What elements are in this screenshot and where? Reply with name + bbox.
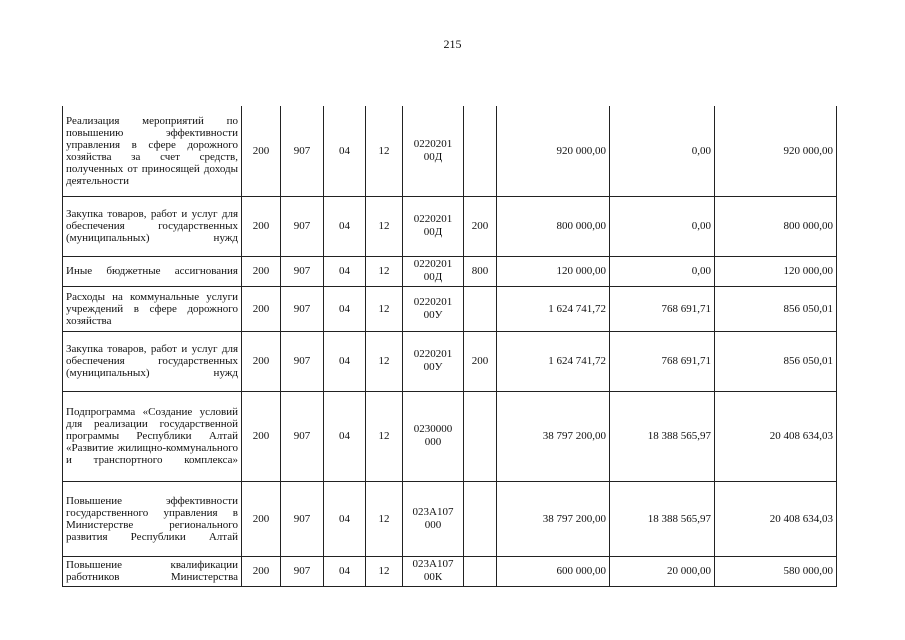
row-name-cell: Иные бюджетные ассигнования: [63, 256, 242, 286]
row-code-ministry-cell: 907: [281, 481, 324, 556]
row-name-cell: Повышение квалификации работников Министерства: [63, 556, 242, 586]
row-subsection-cell: 12: [366, 256, 403, 286]
row-target-code-cell: [403, 331, 464, 391]
row-amount-plan-cell: 120 000,00: [497, 256, 610, 286]
table-row: [63, 256, 837, 286]
table-row: [63, 106, 837, 196]
table-row: [63, 556, 837, 586]
row-code-ministry-cell: 907: [281, 331, 324, 391]
row-amount-executed-cell: 0,00: [610, 196, 715, 256]
row-amount-plan-cell: 1 624 741,72: [497, 331, 610, 391]
row-code-admin-cell: 200: [242, 481, 281, 556]
row-target-code-cell: [403, 391, 464, 481]
budget-table: [62, 106, 837, 587]
page-number: 215: [443, 37, 462, 51]
row-target-code-cell: [403, 256, 464, 286]
row-code-admin-cell: 200: [242, 331, 281, 391]
target-code-line-2: 00Д: [423, 271, 443, 283]
row-subsection-cell: 12: [366, 106, 403, 196]
target-code-line-1: 0220201: [413, 348, 453, 360]
row-code-ministry-cell: 907: [281, 106, 324, 196]
row-amount-plan-cell: 600 000,00: [497, 556, 610, 586]
row-target-code-cell: [403, 481, 464, 556]
target-code-line-1: 0220201: [413, 137, 453, 150]
row-amount-plan-cell: 920 000,00: [497, 106, 610, 196]
row-amount-executed-cell: 18 388 565,97: [610, 391, 715, 481]
row-amount-plan-cell: 1 624 741,72: [497, 286, 610, 331]
table-row: [63, 196, 837, 256]
row-section-cell: 04: [324, 481, 366, 556]
row-expense-type-cell: [464, 391, 497, 481]
row-amount-executed-cell: 18 388 565,97: [610, 481, 715, 556]
target-code-line-1: 023А107: [412, 505, 454, 518]
target-code-line-2: 00К: [423, 571, 443, 583]
row-section-cell: 04: [324, 256, 366, 286]
row-section-cell: 04: [324, 391, 366, 481]
row-expense-type-cell: [464, 556, 497, 586]
row-amount-remaining-cell: 120 000,00: [715, 256, 837, 286]
row-name-cell: Подпрограмма «Создание условий для реализации государственной программы Республики Алтай «Развитие жилищно-коммунального и транспортного комплекса»: [63, 391, 242, 481]
row-name-cell: Повышение эффективности государственного управления в Министерстве регионального развития Республики Алтай: [63, 481, 242, 556]
row-amount-remaining-cell: 856 050,01: [715, 286, 837, 331]
row-amount-remaining-cell: 800 000,00: [715, 196, 837, 256]
row-code-admin-cell: 200: [242, 106, 281, 196]
row-amount-executed-cell: 768 691,71: [610, 286, 715, 331]
row-subsection-cell: 12: [366, 556, 403, 586]
table-row: [63, 391, 837, 481]
row-subsection-cell: 12: [366, 286, 403, 331]
row-code-admin-cell: 200: [242, 391, 281, 481]
row-amount-executed-cell: 0,00: [610, 106, 715, 196]
target-code-line-1: 0230000: [413, 423, 453, 435]
row-expense-type-cell: [464, 106, 497, 196]
row-amount-executed-cell: 0,00: [610, 256, 715, 286]
row-code-admin-cell: 200: [242, 256, 281, 286]
row-amount-plan-cell: 38 797 200,00: [497, 481, 610, 556]
row-expense-type-cell: [464, 286, 497, 331]
row-amount-executed-cell: 768 691,71: [610, 331, 715, 391]
row-amount-remaining-cell: 20 408 634,03: [715, 481, 837, 556]
row-expense-type-cell: 200: [464, 331, 497, 391]
row-name-cell: Закупка товаров, работ и услуг для обеспечения государственных (муниципальных) нужд: [63, 196, 242, 256]
row-expense-type-cell: 200: [464, 196, 497, 256]
row-target-code-cell: [403, 196, 464, 256]
row-target-code-cell: [403, 286, 464, 331]
row-section-cell: 04: [324, 331, 366, 391]
target-code-line-1: 0220201: [413, 258, 453, 270]
row-amount-remaining-cell: 580 000,00: [715, 556, 837, 586]
target-code-line-1: 023А107: [412, 558, 454, 570]
target-code-line-2: 00Д: [423, 226, 443, 238]
row-amount-remaining-cell: 856 050,01: [715, 331, 837, 391]
target-code-line-2: 00У: [423, 308, 443, 321]
row-subsection-cell: 12: [366, 331, 403, 391]
row-code-ministry-cell: 907: [281, 286, 324, 331]
row-subsection-cell: 12: [366, 481, 403, 556]
target-code-line-2: 000: [424, 518, 442, 531]
row-name-cell: Расходы на коммунальные услуги учреждений в сфере дорожного хозяйства: [63, 286, 242, 331]
target-code-line-2: 000: [424, 436, 442, 448]
row-expense-type-cell: [464, 481, 497, 556]
row-name-cell: Закупка товаров, работ и услуг для обеспечения государственных (муниципальных) нужд: [63, 331, 242, 391]
table-row: [63, 481, 837, 556]
row-subsection-cell: 12: [366, 391, 403, 481]
target-code-line-1: 0220201: [413, 213, 453, 225]
row-amount-remaining-cell: 920 000,00: [715, 106, 837, 196]
row-code-admin-cell: 200: [242, 286, 281, 331]
row-target-code-cell: [403, 106, 464, 196]
row-amount-executed-cell: 20 000,00: [610, 556, 715, 586]
row-code-ministry-cell: 907: [281, 256, 324, 286]
row-code-ministry-cell: 907: [281, 196, 324, 256]
row-amount-remaining-cell: 20 408 634,03: [715, 391, 837, 481]
table-row: [63, 286, 837, 331]
row-code-admin-cell: 200: [242, 196, 281, 256]
row-section-cell: 04: [324, 196, 366, 256]
row-expense-type-cell: 800: [464, 256, 497, 286]
row-code-admin-cell: 200: [242, 556, 281, 586]
target-code-line-2: 00Д: [423, 150, 443, 163]
table-row: [63, 331, 837, 391]
row-section-cell: 04: [324, 106, 366, 196]
row-amount-plan-cell: 38 797 200,00: [497, 391, 610, 481]
row-subsection-cell: 12: [366, 196, 403, 256]
row-code-ministry-cell: 907: [281, 391, 324, 481]
row-section-cell: 04: [324, 556, 366, 586]
row-target-code-cell: [403, 556, 464, 586]
target-code-line-1: 0220201: [413, 295, 453, 308]
row-name-cell: Реализация мероприятий по повышению эффективности управления в сфере дорожного хозяйства за счет средств, полученных от приносящей доходы деятельности: [63, 106, 242, 196]
target-code-line-2: 00У: [423, 361, 443, 373]
row-section-cell: 04: [324, 286, 366, 331]
row-amount-plan-cell: 800 000,00: [497, 196, 610, 256]
row-code-ministry-cell: 907: [281, 556, 324, 586]
